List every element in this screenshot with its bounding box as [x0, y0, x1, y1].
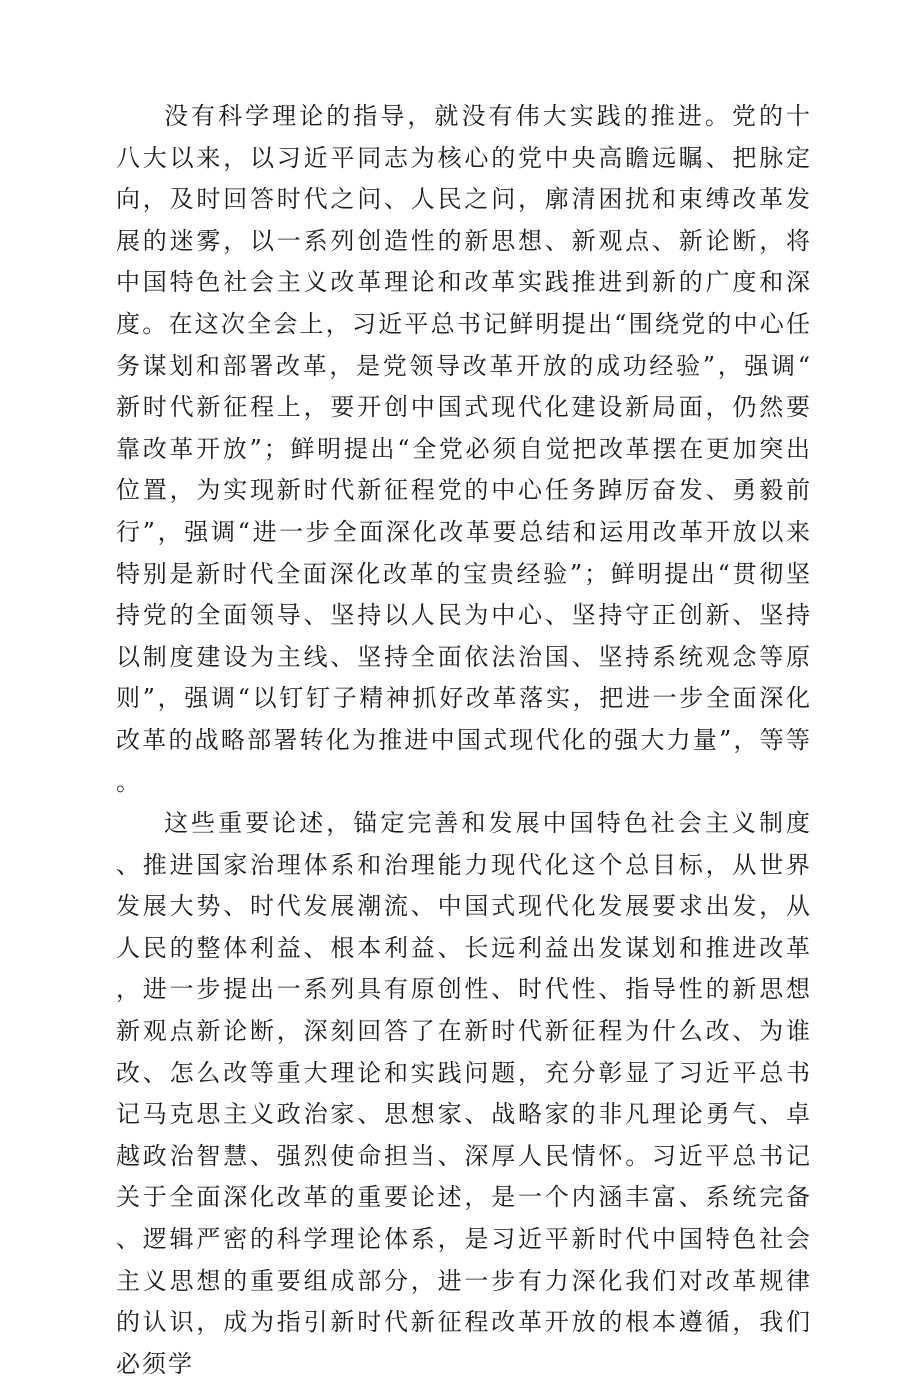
paragraph-1: 没有科学理论的指导，就没有伟大实践的推进。党的十八大以来，以习近平同志为核心的党中央高瞻远瞩、把脉定向，及时回答时代之问、人民之问，廓清困扰和束缚改革发展的迷雾，以一系列创造性的新思想、新观点、新论断，将中国特色社会主义改革理论和改革实践推进到新的广度和深度。在这次全会上，习近平总书记鲜明提出“围绕党的中心任务谋划和部署改革，是党领导改革开放的成功经验”，强调“新时代新征程上，要开创中国式现代化建设新局面，仍然要靠改革开放”；鲜明提出“全党必须自觉把改革摆在更加突出位置，为实现新时代新征程党的中心任务踔厉奋发、勇毅前行”，强调“进一步全面深化改革要总结和运用改革开放以来特别是新时代全面深化改革的宝贵经验”；鲜明提出“贯彻坚持党的全面领导、坚持以人民为中心、坚持守正创新、坚持以制度建设为主线、坚持全面依法治国、坚持系统观念等原则”，强调“以钉钉子精神抓好改革落实，把进一步全面深化改革的战略部署转化为推进中国式现代化的强大力量”，等等。	[116, 102, 812, 796]
document-body	[116, 96, 812, 1385]
paragraph-2: 这些重要论述，锚定完善和发展中国特色社会主义制度、推进国家治理体系和治理能力现代化这个总目标，从世界发展大势、时代发展潮流、中国式现代化发展要求出发，从人民的整体利益、根本利益、长远利益出发谋划和推进改革，进一步提出一系列具有原创性、时代性、指导性的新思想新观点新论断，深刻回答了在新时代新征程为什么改、为谁改、怎么改等重大理论和实践问题，充分彰显了习近平总书记马克思主义政治家、思想家、战略家的非凡理论勇气、卓越政治智慧、强烈使命担当、深厚人民情怀。习近平总书记关于全面深化改革的重要论述，是一个内涵丰富、系统完备、逻辑严密的科学理论体系，是习近平新时代中国特色社会主义思想的重要组成部分，进一步有力深化我们对改革规律的认识，成为指引新时代新征程改革开放的根本遵循，我们必须学	[116, 809, 812, 1378]
